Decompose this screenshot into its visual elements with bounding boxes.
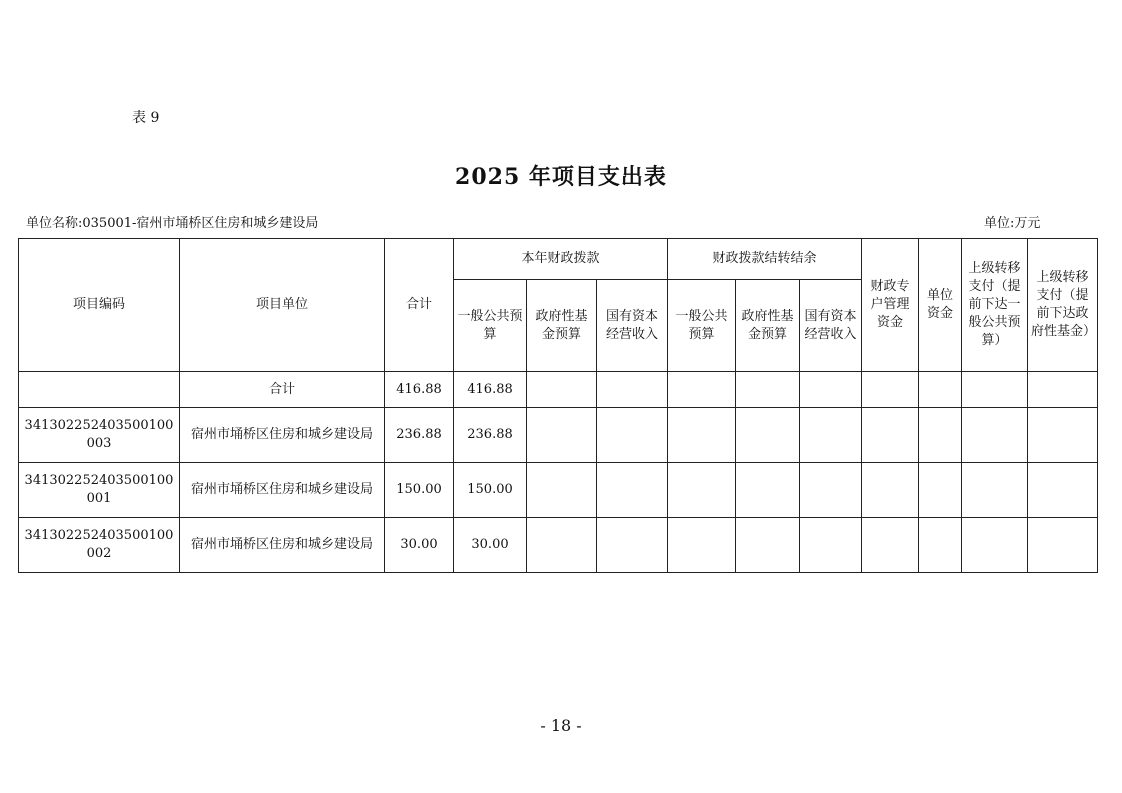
header-carry-state: 国有资本经营收入 bbox=[800, 280, 862, 372]
cell-code: 341302252403500100002 bbox=[19, 518, 180, 573]
cell-empty bbox=[527, 408, 597, 463]
header-carry-fund: 政府性基金预算 bbox=[736, 280, 800, 372]
cell-empty bbox=[527, 372, 597, 408]
cell-empty bbox=[962, 463, 1028, 518]
cell-general: 236.88 bbox=[454, 408, 527, 463]
header-unit: 项目单位 bbox=[180, 239, 385, 372]
header-transfer-fund: 上级转移支付（提前下达政府性基金） bbox=[1028, 239, 1098, 372]
table-row bbox=[19, 463, 1098, 518]
cell-code: 341302252403500100001 bbox=[19, 463, 180, 518]
table-row bbox=[19, 408, 1098, 463]
cell-empty bbox=[736, 408, 800, 463]
cell-empty bbox=[597, 408, 668, 463]
cell-empty bbox=[919, 518, 962, 573]
header-unit-funds: 单位资金 bbox=[919, 239, 962, 372]
unit-name: 单位名称:035001-宿州市埇桥区住房和城乡建设局 bbox=[26, 216, 319, 231]
cell-empty bbox=[862, 408, 919, 463]
header-carry-general: 一般公共预算 bbox=[668, 280, 736, 372]
cell-empty bbox=[1028, 518, 1098, 573]
cell-empty bbox=[1028, 408, 1098, 463]
cell-unit: 宿州市埇桥区住房和城乡建设局 bbox=[180, 408, 385, 463]
cell-empty bbox=[962, 518, 1028, 573]
cell-empty bbox=[1028, 463, 1098, 518]
cell-empty bbox=[862, 372, 919, 408]
header-transfer-general: 上级转移支付（提前下达一般公共预算） bbox=[962, 239, 1028, 372]
cell-empty bbox=[736, 463, 800, 518]
cell-total: 416.88 bbox=[385, 372, 454, 408]
unit-label: 单位:万元 bbox=[984, 216, 1041, 231]
cell-total: 150.00 bbox=[385, 463, 454, 518]
header-row bbox=[19, 239, 1098, 280]
cell-empty bbox=[919, 408, 962, 463]
cell-empty bbox=[862, 463, 919, 518]
cell-total: 30.00 bbox=[385, 518, 454, 573]
cell-unit: 宿州市埇桥区住房和城乡建设局 bbox=[180, 518, 385, 573]
cell-empty bbox=[962, 372, 1028, 408]
cell-empty bbox=[597, 463, 668, 518]
header-special-account: 财政专户管理资金 bbox=[862, 239, 919, 372]
cell-unit: 宿州市埇桥区住房和城乡建设局 bbox=[180, 463, 385, 518]
project-expenditure-table bbox=[18, 238, 1098, 573]
cell-general: 30.00 bbox=[454, 518, 527, 573]
cell-unit: 合计 bbox=[180, 372, 385, 408]
table-number: 表 9 bbox=[132, 110, 160, 126]
header-current-general: 一般公共预算 bbox=[454, 280, 527, 372]
cell-empty bbox=[597, 518, 668, 573]
header-current-state: 国有资本经营收入 bbox=[597, 280, 668, 372]
table-row bbox=[19, 518, 1098, 573]
cell-empty bbox=[800, 408, 862, 463]
cell-empty bbox=[668, 372, 736, 408]
header-current-appropriation: 本年财政拨款 bbox=[454, 239, 668, 280]
cell-general: 150.00 bbox=[454, 463, 527, 518]
cell-empty bbox=[1028, 372, 1098, 408]
cell-empty bbox=[668, 518, 736, 573]
cell-code: 341302252403500100003 bbox=[19, 408, 180, 463]
page-number: - 18 - bbox=[540, 716, 582, 735]
cell-empty bbox=[800, 518, 862, 573]
cell-empty bbox=[597, 372, 668, 408]
cell-empty bbox=[800, 463, 862, 518]
header-code: 项目编码 bbox=[19, 239, 180, 372]
cell-empty bbox=[668, 408, 736, 463]
cell-empty bbox=[800, 372, 862, 408]
page-title: 2025 年项目支出表 bbox=[455, 164, 667, 190]
cell-empty bbox=[862, 518, 919, 573]
cell-empty bbox=[919, 463, 962, 518]
total-row bbox=[19, 372, 1098, 408]
cell-code bbox=[19, 372, 180, 408]
cell-empty bbox=[736, 518, 800, 573]
cell-empty bbox=[527, 518, 597, 573]
cell-empty bbox=[736, 372, 800, 408]
cell-empty bbox=[527, 463, 597, 518]
header-current-fund: 政府性基金预算 bbox=[527, 280, 597, 372]
cell-empty bbox=[919, 372, 962, 408]
cell-empty bbox=[962, 408, 1028, 463]
cell-empty bbox=[668, 463, 736, 518]
cell-general: 416.88 bbox=[454, 372, 527, 408]
header-carryover: 财政拨款结转结余 bbox=[668, 239, 862, 280]
cell-total: 236.88 bbox=[385, 408, 454, 463]
header-total: 合计 bbox=[385, 239, 454, 372]
